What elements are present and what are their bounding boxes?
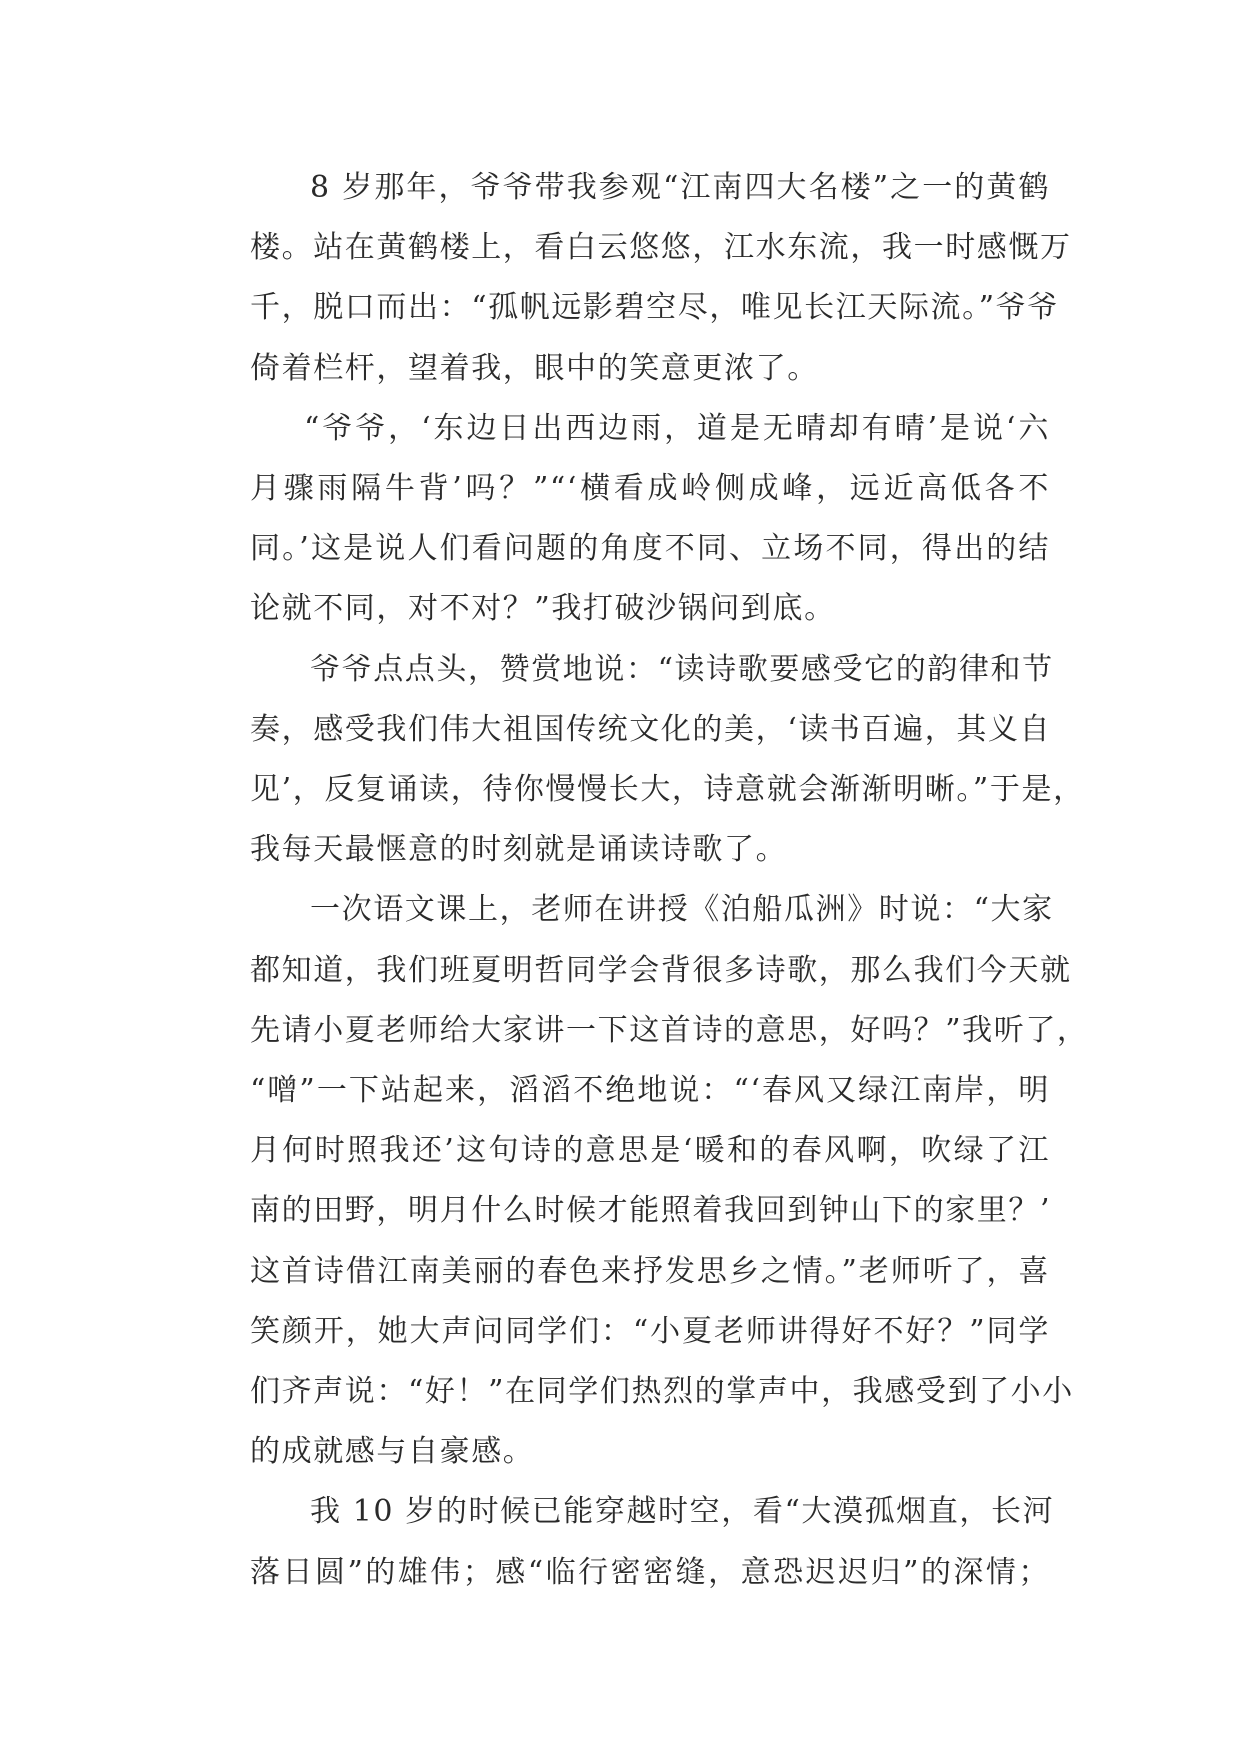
text-line: 8 岁那年，爷爷带我参观“江南四大名楼”之一的黄鹤 <box>310 170 1050 205</box>
text-line: 同。’这是说人们看问题的角度不同、立场不同，得出的结 <box>250 531 1050 567</box>
document-body <box>190 158 1089 1603</box>
text-line: 我 10 岁的时候已能穿越时空，看“大漠孤烟直，长河 <box>310 1494 1055 1530</box>
text-line: 我每天最惬意的时刻就是诵读诗歌了。 <box>250 832 788 868</box>
text-line: “爷爷，‘东边日出西边雨，道是无晴却有晴’是说‘六 <box>304 410 1050 446</box>
text-line: 楼。站在黄鹤楼上，看白云悠悠，江水东流，我一时感慨万 <box>250 230 1072 266</box>
text-line: 爷爷点点头，赞赏地说：“读诗歌要感受它的韵律和节 <box>310 651 1054 687</box>
text-line: 们齐声说：“好！”在同学们热烈的掌声中，我感受到了小小 <box>250 1374 1074 1410</box>
text-line: 笑颜开，她大声问同学们：“小夏老师讲得好不好？”同学 <box>250 1313 1050 1349</box>
text-line: 见’，反复诵读，待你慢慢长大，诗意就会渐渐明晰。”于是， <box>250 772 1085 808</box>
text-line: 月骤雨隔牛背’吗？”“‘横看成岭侧成峰，远近高低各不 <box>250 471 1050 507</box>
text-line: 奏，感受我们伟大祖国传统文化的美，‘读书百遍，其义自 <box>250 711 1052 747</box>
text-line: 这首诗借江南美丽的春色来抒发思乡之情。”老师听了，喜 <box>250 1253 1050 1289</box>
text-line: 月何时照我还’这句诗的意思是‘暖和的春风啊，吹绿了江 <box>250 1133 1050 1169</box>
text-line: 落日圆”的雄伟；感“临行密密缝，意恐迟迟归”的深情； <box>250 1554 1050 1590</box>
paragraph-questions <box>190 399 1050 640</box>
text-line: 都知道，我们班夏明哲同学会背很多诗歌，那么我们今天就 <box>250 952 1072 988</box>
text-line: 南的田野，明月什么时候才能照着我回到钟山下的家里？’ <box>250 1193 1052 1229</box>
text-line: “噌”一下站起来，滔滔不绝地说：“‘春风又绿江南岸，明 <box>250 1073 1050 1109</box>
text-line: 千，脱口而出：“孤帆远影碧空尽，唯见长江天际流。”爷爷 <box>250 290 1059 326</box>
paragraph-chinese-class <box>190 880 1089 1482</box>
paragraph-yellow-crane-tower <box>190 158 1072 399</box>
text-line: 先请小夏老师给大家讲一下这首诗的意思，好吗？”我听了， <box>250 1012 1089 1048</box>
paragraph-age-ten <box>190 1482 1055 1602</box>
text-line: 一次语文课上，老师在讲授《泊船瓜洲》时说：“大家 <box>310 892 1054 928</box>
text-line: 倚着栏杆，望着我，眼中的笑意更浓了。 <box>250 350 819 386</box>
text-line: 论就不同，对不对？”我打破沙锅问到底。 <box>250 591 836 627</box>
text-line: 的成就感与自豪感。 <box>250 1434 535 1470</box>
paragraph-grandpa-advice <box>190 640 1085 881</box>
